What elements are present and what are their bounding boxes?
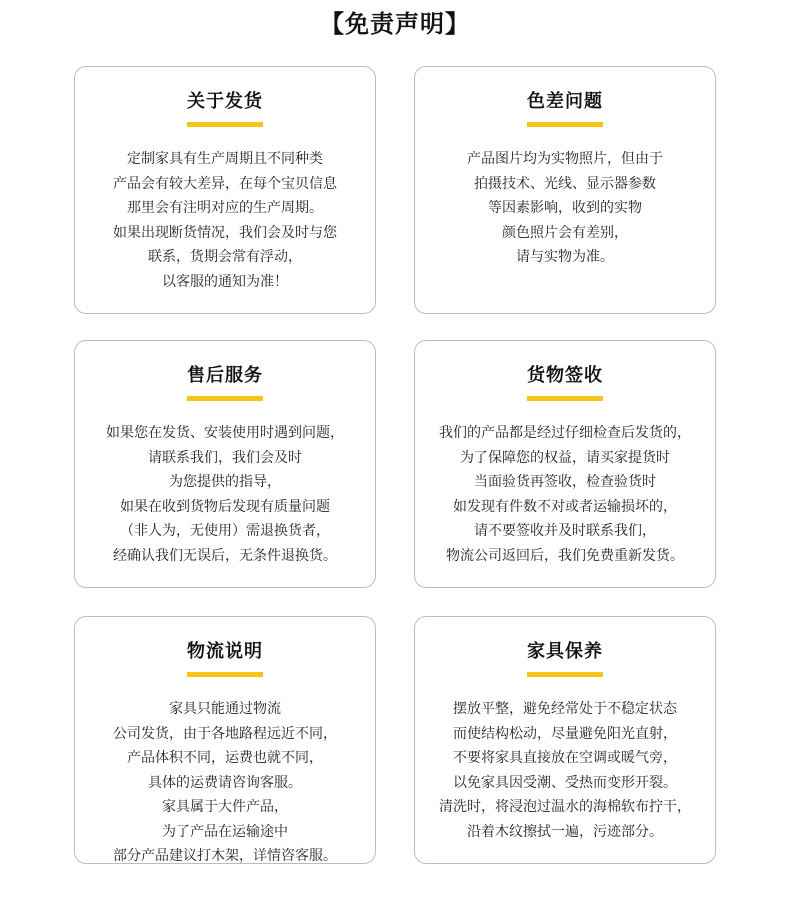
body-line: 沿着木纹擦拭一遍，污迹部分。 [467, 823, 663, 840]
card-title: 物流说明 [187, 641, 263, 662]
card-shipping [74, 66, 376, 314]
card-body [423, 697, 707, 844]
card-title: 货物签收 [527, 365, 603, 386]
card-title: 家具保养 [527, 641, 603, 662]
title-underline [527, 122, 603, 127]
body-line: 如果在收到货物后发现有质量问题 [120, 498, 330, 515]
title-underline [187, 672, 263, 677]
page-title: 【免责声明】 [320, 10, 470, 38]
card-body [423, 147, 707, 270]
body-line: 经确认我们无误后，无条件退换货。 [113, 547, 337, 564]
card-body [83, 147, 367, 294]
body-line: 为了保障您的权益，请买家提货时 [460, 449, 670, 466]
card-color-difference [414, 66, 716, 314]
body-line: 请不要签收并及时联系我们， [474, 523, 656, 539]
body-line: 家具属于大件产品， [162, 799, 288, 815]
title-underline [187, 122, 263, 127]
body-line: 以免家具因受潮、受热而变形开裂。 [453, 774, 677, 791]
body-line: 如果您在发货、安装使用时遇到问题， [106, 425, 344, 441]
body-line: （非人为，无使用）需退换货者， [120, 523, 330, 539]
card-body [83, 421, 367, 568]
body-line: 如果出现断货情况，我们会及时与您 [113, 224, 337, 241]
title-underline [527, 396, 603, 401]
body-line: 不要将家具直接放在空调或暖气旁， [453, 750, 677, 766]
card-title: 关于发货 [187, 91, 263, 112]
body-line: 为了产品在运输途中 [162, 823, 288, 840]
body-line: 请联系我们，我们会及时 [148, 449, 302, 466]
body-line: 部分产品建议打木架，详情咨客服。 [113, 848, 337, 864]
title-underline [187, 396, 263, 401]
card-body [423, 421, 707, 568]
body-line: 联系，货期会常有浮动， [148, 249, 302, 265]
body-line: 产品会有较大差异，在每个宝贝信息 [113, 175, 337, 192]
card-body [83, 697, 367, 869]
body-line: 家具只能通过物流 [169, 701, 281, 717]
body-line: 具体的运费请咨询客服。 [148, 774, 302, 791]
body-line: 定制家具有生产周期且不同种类 [127, 151, 323, 167]
body-line: 公司发货，由于各地路程远近不同， [113, 725, 337, 742]
card-title: 色差问题 [527, 91, 603, 112]
card-goods-receipt [414, 340, 716, 588]
body-line: 产品体积不同，运费也就不同， [127, 750, 323, 766]
card-furniture-care [414, 616, 716, 864]
body-line: 如发现有件数不对或者运输损坏的， [453, 498, 677, 515]
body-line: 当面验货再签收，检查验货时 [474, 474, 656, 490]
body-line: 那里会有注明对应的生产周期。 [127, 200, 323, 216]
body-line: 为您提供的指导， [169, 474, 281, 490]
body-line: 请与实物为准。 [516, 249, 614, 265]
card-title: 售后服务 [187, 365, 263, 386]
title-underline [527, 672, 603, 677]
body-line: 等因素影响，收到的实物 [488, 200, 642, 216]
body-line: 颜色照片会有差别， [502, 224, 628, 241]
card-after-sales [74, 340, 376, 588]
body-line: 产品图片均为实物照片，但由于 [467, 151, 663, 167]
body-line: 拍摄技术、光线、显示器参数 [474, 175, 656, 192]
body-line: 清洗时，将浸泡过温水的海棉软布拧干， [439, 799, 691, 815]
card-logistics [74, 616, 376, 864]
body-line: 以客服的通知为准！ [162, 273, 288, 290]
body-line: 物流公司返回后，我们免费重新发货。 [446, 547, 684, 564]
body-line: 我们的产品都是经过仔细检查后发货的， [439, 425, 691, 441]
body-line: 摆放平整，避免经常处于不稳定状态 [453, 701, 677, 717]
body-line: 而使结构松动，尽量避免阳光直射， [453, 725, 677, 742]
